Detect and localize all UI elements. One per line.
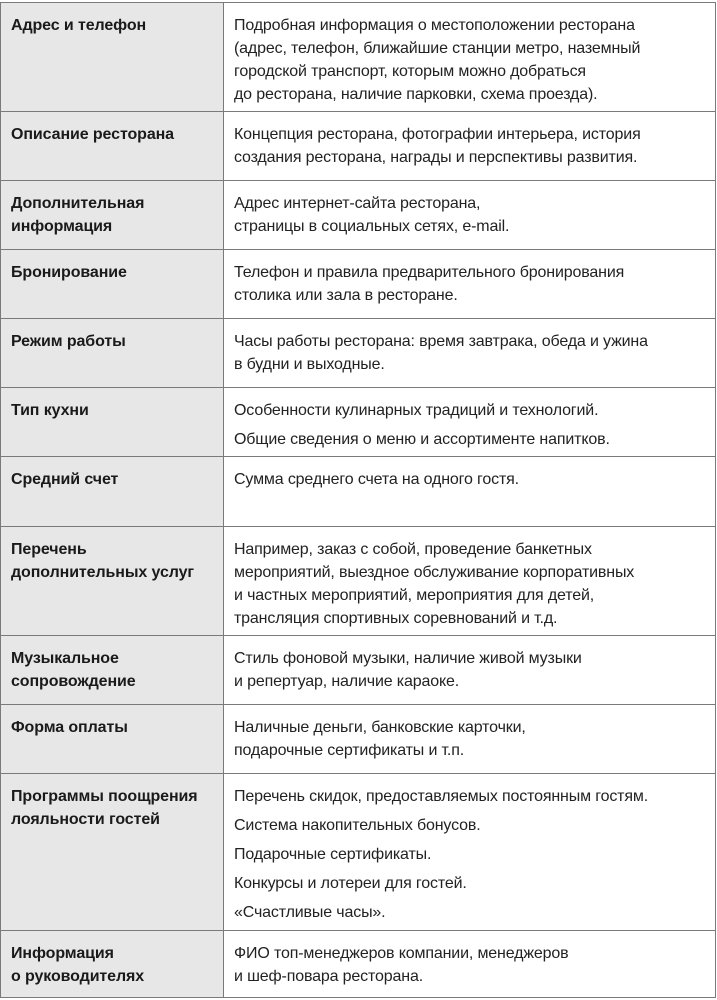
row-label-cell — [1, 705, 224, 774]
table-row — [1, 388, 716, 457]
row-description-cell — [224, 457, 716, 527]
row-description: Перечень скидок, предоставляемых постоянным гостям. Система накопительных бонусов. Подарочные сертификаты. Конкурсы и лотереи для гостей. «Счастливые часы». — [234, 788, 649, 921]
table-row — [1, 112, 716, 181]
row-description-cell — [224, 112, 716, 181]
row-description: Телефон и правила предварительного бронирования столика или зала в ресторане. — [234, 264, 625, 304]
row-description-cell — [224, 250, 716, 319]
row-description: Особенности кулинарных традиций и технологий. Общие сведения о меню и ассортименте напитков. — [234, 402, 610, 448]
row-label-cell — [1, 181, 224, 250]
table-row — [1, 319, 716, 388]
row-description-cell — [224, 527, 716, 636]
row-label: Программы поощрения лояльности гостей — [11, 788, 198, 828]
row-label: Режим работы — [11, 333, 126, 350]
table-row — [1, 931, 716, 998]
table-row — [1, 181, 716, 250]
row-description: Подробная информация о местоположении ресторана (адрес, телефон, ближайшие станции метро, наземный городской транспорт, которым можно добраться до ресторана, наличие парковки, схема проезда). — [234, 17, 641, 103]
row-description: Часы работы ресторана: время завтрака, обеда и ужина в будни и выходные. — [234, 333, 648, 373]
table-row — [1, 705, 716, 774]
row-label-cell — [1, 388, 224, 457]
row-label-cell — [1, 3, 224, 112]
row-label-cell — [1, 319, 224, 388]
row-description: Сумма среднего счета на одного гостя. — [234, 471, 519, 488]
table-row — [1, 250, 716, 319]
row-label-cell — [1, 457, 224, 527]
row-label: Музыкальное сопровождение — [11, 650, 136, 690]
row-label: Адрес и телефон — [11, 17, 147, 34]
row-description: Наличные деньги, банковские карточки, подарочные сертификаты и т.п. — [234, 719, 526, 759]
row-description: Стиль фоновой музыки, наличие живой музыки и репертуар, наличие караоке. — [234, 650, 582, 690]
row-label-cell — [1, 931, 224, 998]
row-label-cell — [1, 636, 224, 705]
row-description: Адрес интернет-сайта ресторана, страницы в социальных сетях, e-mail. — [234, 195, 510, 235]
row-label: Перечень дополнительных услуг — [11, 541, 194, 581]
table-row — [1, 3, 716, 112]
row-description-cell — [224, 181, 716, 250]
table-row — [1, 636, 716, 705]
row-label-cell — [1, 250, 224, 319]
row-description-cell — [224, 705, 716, 774]
row-label-cell — [1, 527, 224, 636]
restaurant-info-table — [0, 2, 716, 998]
row-label: Тип кухни — [11, 402, 89, 419]
row-description: Например, заказ с собой, проведение банкетных мероприятий, выездное обслуживание корпоративных и частных мероприятий, мероприятия для детей, трансляция спортивных соревнований и т.д. — [234, 541, 635, 627]
row-description-cell — [224, 774, 716, 931]
row-label: Форма оплаты — [11, 719, 128, 736]
row-description-cell — [224, 3, 716, 112]
row-description-cell — [224, 319, 716, 388]
row-description-cell — [224, 931, 716, 998]
row-label-cell — [1, 774, 224, 931]
row-label: Описание ресторана — [11, 126, 174, 143]
row-description-cell — [224, 636, 716, 705]
row-description-cell — [224, 388, 716, 457]
row-label: Бронирование — [11, 264, 127, 281]
table-row — [1, 774, 716, 931]
row-label: Информация о руководителях — [11, 945, 145, 985]
table-row — [1, 457, 716, 527]
row-description: ФИО топ-менеджеров компании, менеджеров и шеф-повара ресторана. — [234, 945, 569, 985]
table-row — [1, 527, 716, 636]
row-label: Дополнительная информация — [11, 195, 145, 235]
row-label: Средний счет — [11, 471, 119, 488]
row-description: Концепция ресторана, фотографии интерьера, история создания ресторана, награды и перспективы развития. — [234, 126, 641, 166]
row-label-cell — [1, 112, 224, 181]
